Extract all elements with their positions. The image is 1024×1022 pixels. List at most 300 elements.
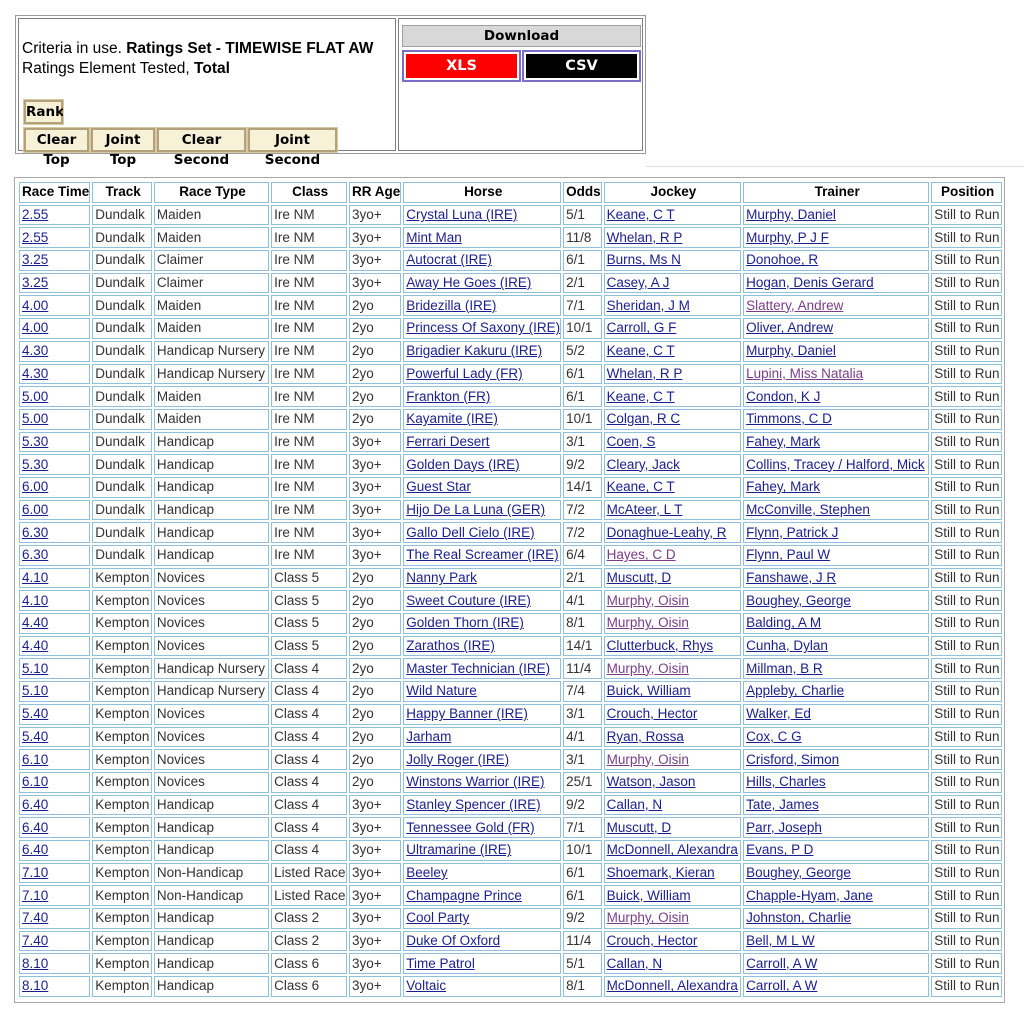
jockey-link[interactable]: Buick, William — [606, 683, 691, 699]
horse-link[interactable]: Champagne Prince — [406, 887, 522, 903]
trainer-link[interactable]: Cunha, Dylan — [746, 638, 828, 654]
cell-race-time — [19, 795, 90, 816]
joint-top-button[interactable]: Joint Top — [91, 128, 155, 152]
cell-race-type: Non-Handicap — [154, 885, 269, 906]
cell-trainer — [743, 953, 929, 974]
jockey-link[interactable]: Burns, Ms N — [606, 252, 681, 268]
jockey-link[interactable]: Sheridan, J M — [606, 297, 690, 313]
jockey-link[interactable]: Cleary, Jack — [606, 456, 680, 472]
jockey-link[interactable]: McAteer, L T — [606, 501, 683, 517]
cell-race-type: Novices — [154, 749, 269, 770]
jockey-link[interactable]: Murphy, Oisin — [606, 592, 689, 608]
trainer-link[interactable]: Fahey, Mark — [746, 433, 821, 449]
horse-link[interactable]: Ultramarine (IRE) — [406, 842, 512, 858]
race-time-link[interactable]: 5.10 — [22, 683, 49, 699]
jockey-link[interactable]: Donaghue-Leahy, R — [606, 524, 727, 540]
table-row — [19, 364, 1002, 385]
cell-class: Ire NM — [271, 250, 347, 271]
cell-trainer — [743, 318, 929, 339]
jockey-link[interactable]: Callan, N — [606, 955, 663, 971]
race-time-link[interactable]: 4.30 — [22, 343, 49, 359]
cell-class: Class 5 — [271, 568, 347, 589]
cell-jockey — [604, 409, 742, 430]
cell-horse — [403, 568, 561, 589]
race-time-link[interactable]: 6.40 — [22, 796, 49, 812]
jockey-link[interactable]: Shoemark, Kieran — [606, 864, 715, 880]
cell-odds: 10/1 — [563, 840, 602, 861]
cell-track: Kempton — [92, 908, 152, 929]
cell-position: Still to Run — [931, 568, 1002, 589]
horse-link[interactable]: Master Technician (IRE) — [406, 660, 551, 676]
horse-link[interactable]: Golden Days (IRE) — [406, 456, 520, 472]
race-time-link[interactable]: 5.30 — [22, 456, 49, 472]
trainer-link[interactable]: Oliver, Andrew — [746, 320, 834, 336]
cell-race-time — [19, 341, 90, 362]
jockey-link[interactable]: Murphy, Oisin — [606, 660, 689, 676]
trainer-link[interactable]: Slattery, Andrew — [746, 297, 844, 313]
table-row — [19, 863, 1002, 884]
trainer-link[interactable]: Timmons, C D — [746, 411, 832, 427]
cell-rr-age: 3yo+ — [349, 477, 401, 498]
criteria-line-2 — [22, 59, 373, 79]
table-row — [19, 704, 1002, 725]
trainer-link[interactable]: Appleby, Charlie — [746, 683, 845, 699]
cell-race-type: Handicap Nursery — [154, 341, 269, 362]
trainer-link[interactable]: Crisford, Simon — [746, 751, 840, 767]
jockey-link[interactable]: Casey, A J — [606, 275, 670, 291]
jockey-link[interactable]: Clutterbuck, Rhys — [606, 638, 714, 654]
cell-jockey — [604, 931, 742, 952]
cell-track: Dundalk — [92, 386, 152, 407]
horse-link[interactable]: Zarathos (IRE) — [406, 638, 495, 654]
cell-race-type: Handicap — [154, 817, 269, 838]
jockey-link[interactable]: Muscutt, D — [606, 819, 672, 835]
cell-race-time — [19, 931, 90, 952]
cell-horse — [403, 477, 561, 498]
cell-class: Ire NM — [271, 522, 347, 543]
race-time-link[interactable]: 7.10 — [22, 864, 49, 880]
race-time-link[interactable]: 4.00 — [22, 320, 49, 336]
cell-jockey — [604, 976, 742, 997]
jockey-link[interactable]: Keane, C T — [606, 479, 675, 495]
cell-jockey — [604, 840, 742, 861]
race-time-link[interactable]: 6.00 — [22, 479, 49, 495]
cell-track: Kempton — [92, 613, 152, 634]
jockey-link[interactable]: Coen, S — [606, 433, 656, 449]
trainer-link[interactable]: Fahey, Mark — [746, 479, 821, 495]
horse-link[interactable]: Jarham — [406, 728, 452, 744]
download-title: Download — [402, 25, 641, 47]
race-time-link[interactable]: 3.25 — [22, 252, 49, 268]
horse-link[interactable]: Cool Party — [406, 910, 470, 926]
trainer-link[interactable]: Murphy, P J F — [746, 229, 829, 245]
cell-track: Dundalk — [92, 318, 152, 339]
jockey-link[interactable]: Murphy, Oisin — [606, 910, 689, 926]
cell-track: Kempton — [92, 658, 152, 679]
cell-trainer — [743, 931, 929, 952]
race-time-link[interactable]: 6.10 — [22, 774, 49, 790]
horse-link[interactable]: The Real Screamer (IRE) — [406, 547, 559, 563]
cell-trainer — [743, 454, 929, 475]
race-time-link[interactable]: 3.25 — [22, 275, 49, 291]
cell-class: Ire NM — [271, 341, 347, 362]
table-row — [19, 681, 1002, 702]
clear-second-button[interactable]: Clear Second — [157, 128, 246, 152]
cell-jockey — [604, 500, 742, 521]
header-rr-age: RR Age — [349, 182, 401, 203]
xls-download-button[interactable] — [402, 50, 521, 82]
jockey-link[interactable]: Crouch, Hector — [606, 933, 698, 949]
cell-position: Still to Run — [931, 454, 1002, 475]
table-row — [19, 772, 1002, 793]
cell-track: Kempton — [92, 976, 152, 997]
race-time-link[interactable]: 6.30 — [22, 547, 49, 563]
cell-horse — [403, 908, 561, 929]
cell-rr-age: 2yo — [349, 658, 401, 679]
horse-link[interactable]: Nanny Park — [406, 570, 477, 586]
cell-position: Still to Run — [931, 341, 1002, 362]
trainer-link[interactable]: Walker, Ed — [746, 706, 811, 722]
table-row — [19, 795, 1002, 816]
cell-jockey — [604, 727, 742, 748]
trainer-link[interactable]: Hogan, Denis Gerard — [746, 275, 874, 291]
cell-rr-age: 3yo+ — [349, 931, 401, 952]
jockey-link[interactable]: Keane, C T — [606, 388, 675, 404]
cell-race-time — [19, 817, 90, 838]
table-row — [19, 545, 1002, 566]
jockey-link[interactable]: Carroll, G F — [606, 320, 677, 336]
cell-position: Still to Run — [931, 976, 1002, 997]
cell-race-type: Maiden — [154, 205, 269, 226]
trainer-link[interactable]: Condon, K J — [746, 388, 821, 404]
trainer-link[interactable]: Flynn, Paul W — [746, 547, 831, 563]
cell-class: Class 5 — [271, 613, 347, 634]
jockey-link[interactable]: Keane, C T — [606, 207, 675, 223]
cell-position: Still to Run — [931, 522, 1002, 543]
cell-rr-age: 3yo+ — [349, 908, 401, 929]
horse-link[interactable]: Away He Goes (IRE) — [406, 275, 532, 291]
trainer-link[interactable]: Fanshawe, J R — [746, 570, 837, 586]
horse-link[interactable]: Ferrari Desert — [406, 433, 490, 449]
horse-link[interactable]: Jolly Roger (IRE) — [406, 751, 510, 767]
cell-rr-age: 3yo+ — [349, 500, 401, 521]
cell-race-time — [19, 727, 90, 748]
cell-trainer — [743, 636, 929, 657]
race-time-link[interactable]: 7.40 — [22, 910, 49, 926]
cell-race-time — [19, 364, 90, 385]
horse-link[interactable]: Beeley — [406, 864, 448, 880]
race-time-link[interactable]: 6.40 — [22, 842, 49, 858]
cell-track: Kempton — [92, 931, 152, 952]
race-time-link[interactable]: 5.10 — [22, 660, 49, 676]
cell-jockey — [604, 908, 742, 929]
clear-top-button[interactable]: Clear Top — [24, 128, 89, 152]
horse-link[interactable]: Crystal Luna (IRE) — [406, 207, 518, 223]
cell-class: Class 4 — [271, 658, 347, 679]
table-row — [19, 273, 1002, 294]
horse-link[interactable]: Princess Of Saxony (IRE) — [406, 320, 561, 336]
cell-class: Ire NM — [271, 386, 347, 407]
trainer-link[interactable]: Bell, M L W — [746, 933, 815, 949]
xls-label: XLS — [406, 54, 517, 78]
trainer-link[interactable]: Balding, A M — [746, 615, 822, 631]
cell-race-type: Handicap Nursery — [154, 364, 269, 385]
horse-link[interactable]: Gallo Dell Cielo (IRE) — [406, 524, 535, 540]
horse-link[interactable]: Brigadier Kakuru (IRE) — [406, 343, 543, 359]
cell-trainer — [743, 545, 929, 566]
cell-odds: 4/1 — [563, 727, 602, 748]
cell-horse — [403, 590, 561, 611]
cell-class: Class 4 — [271, 772, 347, 793]
horse-link[interactable]: Winstons Warrior (IRE) — [406, 774, 545, 790]
cell-race-time — [19, 386, 90, 407]
cell-position: Still to Run — [931, 432, 1002, 453]
cell-rr-age: 3yo+ — [349, 205, 401, 226]
cell-race-type: Handicap — [154, 795, 269, 816]
horse-link[interactable]: Wild Nature — [406, 683, 477, 699]
race-time-link[interactable]: 5.40 — [22, 706, 49, 722]
cell-odds: 7/2 — [563, 500, 602, 521]
header-trainer: Trainer — [743, 182, 929, 203]
cell-horse — [403, 727, 561, 748]
cell-race-time — [19, 477, 90, 498]
cell-horse — [403, 432, 561, 453]
race-time-link[interactable]: 5.30 — [22, 433, 49, 449]
trainer-link[interactable]: Donohoe, R — [746, 252, 819, 268]
cell-position: Still to Run — [931, 318, 1002, 339]
jockey-link[interactable]: Buick, William — [606, 887, 691, 903]
horse-link[interactable]: Voltaic — [406, 978, 447, 994]
race-time-link[interactable]: 4.10 — [22, 570, 49, 586]
table-row — [19, 295, 1002, 316]
jockey-link[interactable]: McDonnell, Alexandra — [606, 842, 738, 858]
cell-horse — [403, 454, 561, 475]
cell-race-time — [19, 908, 90, 929]
criteria-prefix: Criteria in use. — [22, 40, 127, 57]
cell-position: Still to Run — [931, 727, 1002, 748]
horse-link[interactable]: Kayamite (IRE) — [406, 411, 498, 427]
table-row — [19, 749, 1002, 770]
cell-horse — [403, 318, 561, 339]
trainer-link[interactable]: Tate, James — [746, 796, 819, 812]
horse-link[interactable]: Stanley Spencer (IRE) — [406, 796, 541, 812]
cell-rr-age: 3yo+ — [349, 454, 401, 475]
cell-position: Still to Run — [931, 658, 1002, 679]
cell-track: Kempton — [92, 772, 152, 793]
race-time-link[interactable]: 4.00 — [22, 297, 49, 313]
table-row — [19, 636, 1002, 657]
trainer-link[interactable]: Johnston, Charlie — [746, 910, 852, 926]
race-time-link[interactable]: 4.30 — [22, 365, 49, 381]
cell-race-time — [19, 863, 90, 884]
race-time-link[interactable]: 2.55 — [22, 207, 49, 223]
table-row — [19, 590, 1002, 611]
horse-link[interactable]: Guest Star — [406, 479, 471, 495]
jockey-link[interactable]: Keane, C T — [606, 343, 675, 359]
race-time-link[interactable]: 4.40 — [22, 615, 49, 631]
cell-odds: 10/1 — [563, 409, 602, 430]
trainer-link[interactable]: Carroll, A W — [746, 955, 818, 971]
cell-race-type: Novices — [154, 590, 269, 611]
jockey-link[interactable]: Ryan, Rossa — [606, 728, 684, 744]
race-time-link[interactable]: 6.30 — [22, 524, 49, 540]
cell-odds: 6/1 — [563, 863, 602, 884]
jockey-link[interactable]: Murphy, Oisin — [606, 615, 689, 631]
cell-trainer — [743, 817, 929, 838]
jockey-link[interactable]: Murphy, Oisin — [606, 751, 689, 767]
cell-rr-age: 2yo — [349, 613, 401, 634]
horse-link[interactable]: Bridezilla (IRE) — [406, 297, 497, 313]
trainer-link[interactable]: Millman, B R — [746, 660, 823, 676]
race-time-link[interactable]: 4.40 — [22, 638, 49, 654]
table-row — [19, 613, 1002, 634]
jockey-link[interactable]: Crouch, Hector — [606, 706, 698, 722]
cell-odds: 6/4 — [563, 545, 602, 566]
rank-button[interactable]: Rank — [24, 100, 63, 124]
trainer-link[interactable]: Parr, Joseph — [746, 819, 822, 835]
cell-track: Kempton — [92, 727, 152, 748]
trainer-link[interactable]: Boughey, George — [746, 864, 851, 880]
cell-race-time — [19, 704, 90, 725]
cell-trainer — [743, 432, 929, 453]
cell-class: Ire NM — [271, 500, 347, 521]
jockey-link[interactable]: Muscutt, D — [606, 570, 672, 586]
cell-odds: 25/1 — [563, 772, 602, 793]
race-time-link[interactable]: 2.55 — [22, 229, 49, 245]
joint-second-button[interactable]: Joint Second — [248, 128, 337, 152]
cell-race-type: Claimer — [154, 273, 269, 294]
table-row — [19, 953, 1002, 974]
race-time-link[interactable]: 5.00 — [22, 411, 49, 427]
cell-horse — [403, 341, 561, 362]
jockey-link[interactable]: McDonnell, Alexandra — [606, 978, 738, 994]
race-time-link[interactable]: 5.00 — [22, 388, 49, 404]
cell-track: Kempton — [92, 817, 152, 838]
cell-odds: 5/1 — [563, 205, 602, 226]
race-time-link[interactable]: 8.10 — [22, 978, 49, 994]
horse-link[interactable]: Sweet Couture (IRE) — [406, 592, 531, 608]
cell-race-type: Handicap — [154, 500, 269, 521]
cell-rr-age: 3yo+ — [349, 250, 401, 271]
cell-trainer — [743, 658, 929, 679]
trainer-link[interactable]: Evans, P D — [746, 842, 814, 858]
cell-race-time — [19, 500, 90, 521]
jockey-link[interactable]: Watson, Jason — [606, 774, 696, 790]
cell-horse — [403, 205, 561, 226]
horse-link[interactable]: Time Patrol — [406, 955, 475, 971]
table-row — [19, 568, 1002, 589]
trainer-link[interactable]: McConville, Stephen — [746, 501, 870, 517]
race-time-link[interactable]: 8.10 — [22, 955, 49, 971]
race-time-link[interactable]: 7.40 — [22, 933, 49, 949]
cell-track: Dundalk — [92, 432, 152, 453]
csv-download-button[interactable] — [522, 50, 641, 82]
cell-race-type: Handicap — [154, 931, 269, 952]
race-time-link[interactable]: 6.00 — [22, 501, 49, 517]
jockey-link[interactable]: Hayes, C D — [606, 547, 676, 563]
cell-trainer — [743, 477, 929, 498]
trainer-link[interactable]: Boughey, George — [746, 592, 851, 608]
trainer-link[interactable]: Murphy, Daniel — [746, 343, 836, 359]
cell-race-type: Novices — [154, 772, 269, 793]
trainer-link[interactable]: Collins, Tracey / Halford, Mick — [746, 456, 925, 472]
cell-odds: 3/1 — [563, 432, 602, 453]
cell-class: Ire NM — [271, 409, 347, 430]
horse-link[interactable]: Autocrat (IRE) — [406, 252, 492, 268]
jockey-link[interactable]: Callan, N — [606, 796, 663, 812]
jockey-link[interactable]: Whelan, R P — [606, 365, 683, 381]
cell-odds: 7/2 — [563, 522, 602, 543]
cell-horse — [403, 704, 561, 725]
cell-track: Dundalk — [92, 250, 152, 271]
horse-link[interactable]: Frankton (FR) — [406, 388, 491, 404]
cell-track: Dundalk — [92, 273, 152, 294]
cell-jockey — [604, 636, 742, 657]
race-time-link[interactable]: 7.10 — [22, 887, 49, 903]
cell-jockey — [604, 885, 742, 906]
cell-race-time — [19, 250, 90, 271]
trainer-link[interactable]: Murphy, Daniel — [746, 207, 836, 223]
cell-rr-age: 3yo+ — [349, 817, 401, 838]
table-row — [19, 318, 1002, 339]
criteria-panel — [15, 15, 646, 168]
cell-jockey — [604, 205, 742, 226]
cell-jockey — [604, 522, 742, 543]
trainer-link[interactable]: Hills, Charles — [746, 774, 826, 790]
cell-horse — [403, 658, 561, 679]
horse-link[interactable]: Happy Banner (IRE) — [406, 706, 528, 722]
trainer-link[interactable]: Carroll, A W — [746, 978, 818, 994]
cell-trainer — [743, 522, 929, 543]
cell-horse — [403, 749, 561, 770]
horse-link[interactable]: Mint Man — [406, 229, 462, 245]
horse-link[interactable]: Hijo De La Luna (GER) — [406, 501, 546, 517]
cell-jockey — [604, 795, 742, 816]
trainer-link[interactable]: Lupini, Miss Natalia — [746, 365, 864, 381]
trainer-link[interactable]: Flynn, Patrick J — [746, 524, 839, 540]
cell-race-type: Maiden — [154, 386, 269, 407]
horse-link[interactable]: Tennessee Gold (FR) — [406, 819, 535, 835]
trainer-link[interactable]: Chapple-Hyam, Jane — [746, 887, 873, 903]
cell-position: Still to Run — [931, 409, 1002, 430]
cell-jockey — [604, 250, 742, 271]
cell-class: Class 4 — [271, 704, 347, 725]
race-time-link[interactable]: 5.40 — [22, 728, 49, 744]
table-row — [19, 409, 1002, 430]
trainer-link[interactable]: Cox, C G — [746, 728, 802, 744]
cell-rr-age: 2yo — [349, 636, 401, 657]
cell-race-type: Maiden — [154, 295, 269, 316]
jockey-link[interactable]: Colgan, R C — [606, 411, 681, 427]
cell-race-time — [19, 273, 90, 294]
race-time-link[interactable]: 4.10 — [22, 592, 49, 608]
cell-horse — [403, 522, 561, 543]
cell-horse — [403, 545, 561, 566]
horse-link[interactable]: Powerful Lady (FR) — [406, 365, 523, 381]
cell-position: Still to Run — [931, 772, 1002, 793]
race-time-link[interactable]: 6.10 — [22, 751, 49, 767]
jockey-link[interactable]: Whelan, R P — [606, 229, 683, 245]
horse-link[interactable]: Golden Thorn (IRE) — [406, 615, 524, 631]
cell-trainer — [743, 568, 929, 589]
cell-odds: 7/1 — [563, 295, 602, 316]
criteria-text — [22, 39, 373, 79]
cell-race-type: Handicap Nursery — [154, 681, 269, 702]
horse-link[interactable]: Duke Of Oxford — [406, 933, 501, 949]
cell-track: Dundalk — [92, 500, 152, 521]
cell-race-type: Handicap — [154, 953, 269, 974]
race-time-link[interactable]: 6.40 — [22, 819, 49, 835]
